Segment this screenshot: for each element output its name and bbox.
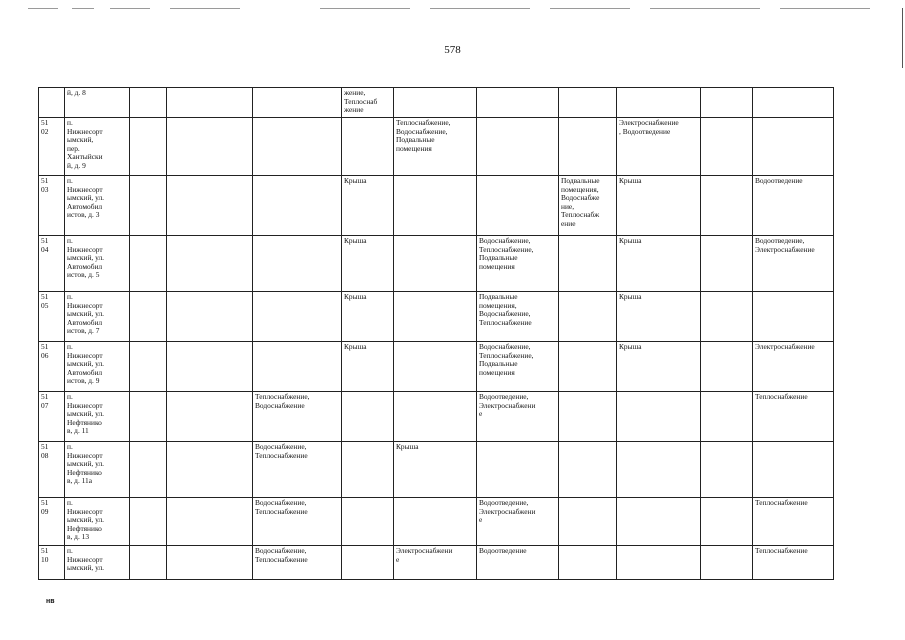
- work-cell: [477, 88, 559, 118]
- row-number-cell: 51 03: [39, 176, 65, 236]
- work-cell: [130, 342, 167, 392]
- address-cell: п. Нижнесорт ымский, ул. Автомобил истов, д. 3: [65, 176, 130, 236]
- work-cell: [130, 392, 167, 442]
- work-cell: [253, 236, 342, 292]
- work-cell: [253, 88, 342, 118]
- work-cell: [753, 88, 834, 118]
- work-cell: Крыша: [342, 176, 394, 236]
- work-cell: [559, 292, 617, 342]
- table-row: [39, 236, 834, 292]
- row-number-cell: 51 04: [39, 236, 65, 292]
- work-cell: [701, 392, 753, 442]
- work-cell: [167, 442, 253, 498]
- work-cell: Теплоснабжение, Водоснабжение, Подвальные помещения: [394, 118, 477, 176]
- work-cell: [130, 236, 167, 292]
- work-cell: [617, 88, 701, 118]
- work-cell: Крыша: [617, 236, 701, 292]
- work-cell: [753, 118, 834, 176]
- work-cell: [701, 118, 753, 176]
- work-cell: [342, 392, 394, 442]
- address-cell: п. Нижнесорт ымский, ул. Нефтянико в, д. 11: [65, 392, 130, 442]
- work-cell: [394, 392, 477, 442]
- row-number-cell: 51 06: [39, 342, 65, 392]
- work-cell: Электроснабжени е: [394, 546, 477, 580]
- work-cell: Водоотведение, Электроснабжени е: [477, 392, 559, 442]
- work-cell: [167, 292, 253, 342]
- work-cell: [342, 498, 394, 546]
- work-cell: [253, 342, 342, 392]
- work-cell: [394, 342, 477, 392]
- work-cell: [167, 88, 253, 118]
- work-cell: [701, 236, 753, 292]
- work-cell: Водоснабжение, Теплоснабжение: [253, 546, 342, 580]
- work-cell: Подвальные помещения, Водоснабже ние, Теплоснабж ение: [559, 176, 617, 236]
- work-cell: [477, 442, 559, 498]
- row-number-cell: 51 02: [39, 118, 65, 176]
- work-cell: [701, 342, 753, 392]
- work-cell: [477, 176, 559, 236]
- row-number-cell: 51 05: [39, 292, 65, 342]
- work-cell: Водоснабжение, Теплоснабжение: [253, 442, 342, 498]
- work-cell: [617, 442, 701, 498]
- work-cell: Водоотведение, Электроснабжени е: [477, 498, 559, 546]
- work-cell: [253, 176, 342, 236]
- work-cell: [701, 292, 753, 342]
- work-cell: [130, 498, 167, 546]
- work-cell: [753, 442, 834, 498]
- work-cell: [559, 118, 617, 176]
- table-row: [39, 118, 834, 176]
- work-cell: [559, 546, 617, 580]
- work-cell: Водоотведение: [753, 176, 834, 236]
- row-number-cell: 51 08: [39, 442, 65, 498]
- work-cell: [130, 118, 167, 176]
- work-cell: Электроснабжение: [753, 342, 834, 392]
- work-cell: [394, 88, 477, 118]
- table-row: [39, 342, 834, 392]
- work-cell: [701, 176, 753, 236]
- table-row: [39, 392, 834, 442]
- work-cell: [701, 88, 753, 118]
- table-row: [39, 292, 834, 342]
- work-cell: жение, Теплоснаб жение: [342, 88, 394, 118]
- work-cell: [701, 498, 753, 546]
- work-cell: Теплоснабжение, Водоснабжение: [253, 392, 342, 442]
- work-cell: Подвальные помещения, Водоснабжение, Теплоснабжение: [477, 292, 559, 342]
- work-cell: [130, 442, 167, 498]
- work-cell: [617, 498, 701, 546]
- work-cell: [167, 392, 253, 442]
- table-row: [39, 498, 834, 546]
- address-cell: п. Нижнесорт ымский, ул.: [65, 546, 130, 580]
- table-row: [39, 442, 834, 498]
- work-cell: Крыша: [342, 236, 394, 292]
- work-cell: [130, 88, 167, 118]
- work-cell: [559, 442, 617, 498]
- work-cell: [559, 392, 617, 442]
- work-cell: Теплоснабжение: [753, 546, 834, 580]
- row-number-cell: 51 09: [39, 498, 65, 546]
- work-cell: [167, 118, 253, 176]
- work-cell: [167, 546, 253, 580]
- work-cell: [394, 236, 477, 292]
- work-cell: [394, 292, 477, 342]
- work-cell: Крыша: [342, 342, 394, 392]
- work-cell: [342, 118, 394, 176]
- work-cell: [617, 392, 701, 442]
- row-number-cell: 51 07: [39, 392, 65, 442]
- work-cell: [342, 546, 394, 580]
- address-cell: й, д. 8: [65, 88, 130, 118]
- work-cell: Крыша: [617, 176, 701, 236]
- work-cell: [167, 342, 253, 392]
- work-cell: Водоотведение, Электроснабжение: [753, 236, 834, 292]
- margin-mark: нв: [46, 598, 55, 605]
- table-row: [39, 546, 834, 580]
- work-cell: [753, 292, 834, 342]
- address-cell: п. Нижнесорт ымский, ул. Нефтянико в, д. 11а: [65, 442, 130, 498]
- work-cell: Водоотведение: [477, 546, 559, 580]
- address-cell: п. Нижнесорт ымский, ул. Автомобил истов, д. 5: [65, 236, 130, 292]
- work-cell: [394, 498, 477, 546]
- work-cell: [559, 342, 617, 392]
- repair-schedule-table: [38, 87, 834, 580]
- work-cell: Водоснабжение, Теплоснабжение: [253, 498, 342, 546]
- address-cell: п. Нижнесорт ымский, ул. Автомобил истов, д. 9: [65, 342, 130, 392]
- work-cell: [559, 236, 617, 292]
- scan-edge-noise: [0, 0, 905, 18]
- work-cell: Крыша: [617, 342, 701, 392]
- work-cell: [617, 546, 701, 580]
- scan-edge-line: [902, 8, 903, 68]
- table-row: [39, 88, 834, 118]
- work-cell: Водоснабжение, Теплоснабжение, Подвальные помещения: [477, 236, 559, 292]
- work-cell: Электроснабжение , Водоотведение: [617, 118, 701, 176]
- work-cell: [559, 498, 617, 546]
- work-cell: [701, 546, 753, 580]
- work-cell: [253, 292, 342, 342]
- address-cell: п. Нижнесорт ымский, ул. Автомобил истов, д. 7: [65, 292, 130, 342]
- work-cell: [167, 176, 253, 236]
- work-cell: Теплоснабжение: [753, 392, 834, 442]
- row-number-cell: [39, 88, 65, 118]
- work-cell: [130, 292, 167, 342]
- work-cell: Крыша: [394, 442, 477, 498]
- work-cell: [253, 118, 342, 176]
- work-cell: [167, 498, 253, 546]
- work-cell: [394, 176, 477, 236]
- work-cell: [130, 176, 167, 236]
- work-cell: Крыша: [342, 292, 394, 342]
- work-cell: Теплоснабжение: [753, 498, 834, 546]
- work-cell: [167, 236, 253, 292]
- row-number-cell: 51 10: [39, 546, 65, 580]
- work-cell: [559, 88, 617, 118]
- address-cell: п. Нижнесорт ымский, пер. Хантыйски й, д. 9: [65, 118, 130, 176]
- work-cell: [130, 546, 167, 580]
- address-cell: п. Нижнесорт ымский, ул. Нефтянико в, д. 13: [65, 498, 130, 546]
- table-row: [39, 176, 834, 236]
- work-cell: [701, 442, 753, 498]
- work-cell: [342, 442, 394, 498]
- work-cell: [477, 118, 559, 176]
- work-cell: Водоснабжение, Теплоснабжение, Подвальные помещения: [477, 342, 559, 392]
- page-number: 578: [444, 44, 461, 56]
- work-cell: Крыша: [617, 292, 701, 342]
